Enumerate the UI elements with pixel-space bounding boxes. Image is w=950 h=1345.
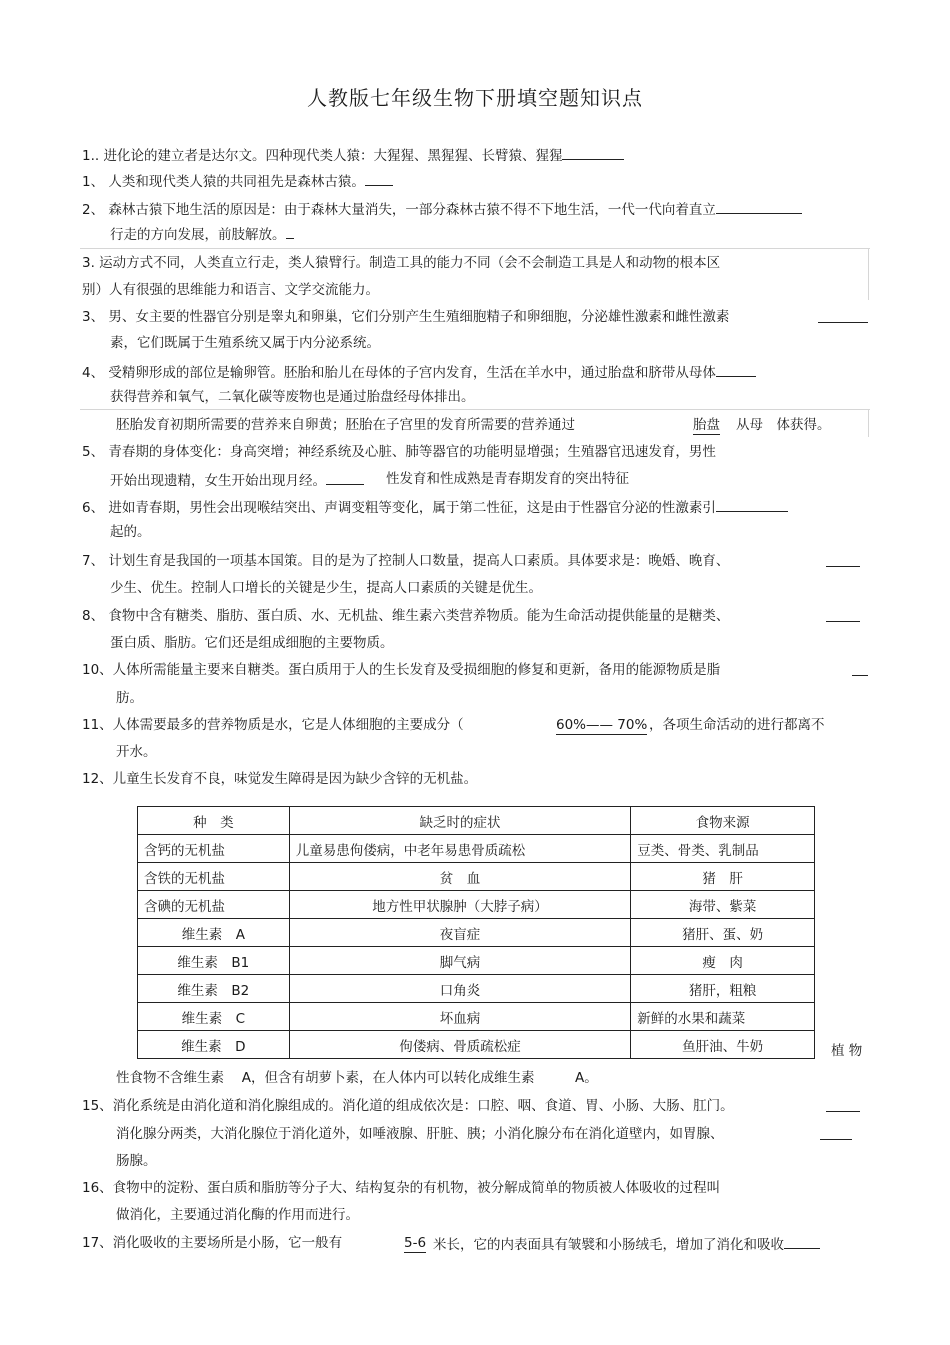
frame-line [80, 248, 870, 249]
line-text: 11、人体需要最多的营养物质是水，它是人体细胞的主要成分（ [82, 717, 464, 733]
text-line [116, 1069, 598, 1087]
line-text: 别）人有很强的思维能力和语言、文学交流能力。 [82, 282, 379, 298]
text-line [110, 470, 364, 490]
line-text: ，各项生命活动的进行都离不 [649, 717, 825, 733]
line-text: 1.. 进化论的建立者是达尔文。四种现代类人猿：大猩猩、黑猩猩、长臂猿、猩猩 [82, 148, 563, 164]
answer-text: 5-6 [404, 1235, 427, 1251]
line-text: 蛋白质、脂肪。它们还是组成细胞的主要物质。 [110, 635, 394, 651]
text-line [110, 523, 151, 541]
line-text: 12、儿童生长发育不良，味觉发生障碍是因为缺少含锌的无机盐。 [82, 771, 478, 787]
line-text: 性发育和性成熟是青春期发育的突出特征 [386, 471, 629, 487]
text-line [82, 1179, 720, 1197]
table-row [138, 1031, 815, 1059]
table-cell: 儿童易患佝偻病，中老年易患骨质疏松 [289, 835, 631, 863]
line-text: 4、 受精卵形成的部位是输卵管。胚胎和胎儿在母体的子宫内发育，生活在羊水中，通过胎盘和脐带从母体 [82, 365, 716, 381]
table-cell: 猪肝，粗粮 [631, 975, 815, 1003]
text-line [82, 199, 802, 219]
line-text: 7、 计划生育是我国的一项基本国策。目的是为了控制人口数量，提高人口素质。具体要求是：晚婚、晚育、 [82, 553, 730, 569]
text-line [116, 743, 157, 761]
blank-underline [716, 497, 788, 512]
text-line [116, 689, 143, 707]
blank-underline [365, 171, 393, 186]
line-text: 肪。 [116, 690, 143, 706]
line-text: 少生、优生。控制人口增长的关键是少生，提高人口素质的关键是优生。 [110, 580, 542, 596]
answer-text: 60%—— 70% [556, 717, 648, 733]
text-line [693, 416, 720, 434]
table-cell: 佝偻病、骨质疏松症 [289, 1031, 631, 1059]
table-cell: 瘦 肉 [631, 947, 815, 975]
line-text: 8、 食物中含有糖类、脂肪、蛋白质、水、无机盐、维生素六类营养物质。能为生命活动提供能量的是糖类、 [82, 608, 730, 624]
text-line [110, 634, 394, 652]
table-cell: 含钙的无机盐 [138, 835, 290, 863]
line-text: 2、 森林古猿下地生活的原因是：由于森林大量消失，一部分森林古猿不得不下地生活，一代一代向着直立 [82, 202, 716, 218]
text-line [110, 224, 294, 244]
line-text: 胚胎发育初期所需要的营养来自卵黄；胚胎在子宫里的发育所需要的营养通过 [116, 417, 575, 433]
table-cell: 猪 肝 [631, 863, 815, 891]
text-line [82, 443, 716, 461]
text-line [82, 1097, 734, 1115]
text-line [82, 661, 720, 679]
text-line [82, 145, 624, 165]
line-text: 植 物 [831, 1043, 863, 1059]
blank-underline [826, 1097, 860, 1112]
line-text: 做消化，主要通过消化酶的作用而进行。 [116, 1207, 359, 1223]
blank-underline [326, 470, 364, 485]
line-text: 6、 进如青春期，男性会出现喉结突出、声调变粗等变化，属于第二性征，这是由于性器官分泌的性激素引 [82, 500, 716, 516]
table-cell: 地方性甲状腺肿（大脖子病） [289, 891, 631, 919]
table-cell: 含铁的无机盐 [138, 863, 290, 891]
table-cell: 维生素 C [138, 1003, 290, 1031]
table-cell: 维生素 D [138, 1031, 290, 1059]
table-row [138, 947, 815, 975]
line-text: 3. 运动方式不同，人类直立行走，类人猿臂行。制造工具的能力不同（会不会制造工具是人和动物的根本区 [82, 255, 721, 271]
frame-line [80, 409, 870, 410]
table-cell: 维生素 B1 [138, 947, 290, 975]
table-row [138, 919, 815, 947]
table-cell: 海带、紫菜 [631, 891, 815, 919]
text-line [736, 416, 831, 434]
text-line [82, 171, 393, 191]
text-line [82, 552, 729, 570]
text-line [82, 308, 729, 326]
table-cell: 猪肝、蛋、奶 [631, 919, 815, 947]
blank-underline [852, 661, 868, 676]
blank-underline-group [852, 661, 868, 681]
blank-underline [826, 552, 860, 567]
text-line [82, 497, 788, 517]
text-line [82, 607, 729, 625]
line-text: 10、人体所需能量主要来自糖类。蛋白质用于人的生长发育及受损细胞的修复和更新，备用的能源物质是脂 [82, 662, 721, 678]
line-text: 开水。 [116, 744, 157, 760]
column-header: 缺乏时的症状 [289, 807, 631, 835]
table-cell: 含碘的无机盐 [138, 891, 290, 919]
table-cell: 口角炎 [289, 975, 631, 1003]
column-header: 种 类 [138, 807, 290, 835]
frame-line [868, 409, 869, 437]
text-line [82, 362, 756, 382]
text-line [649, 716, 825, 734]
blank-underline-group [826, 1097, 860, 1117]
text-line [82, 281, 379, 299]
line-text: 5、 青春期的身体变化：身高突增；神经系统及心脏、肺等器官的功能明显增强；生殖器官迅速发育，男性 [82, 444, 716, 460]
blank-underline [818, 308, 868, 323]
line-text: 3、 男、女主要的性器官分别是睾丸和卵巢，它们分别产生生殖细胞精子和卵细胞，分泌雄性激素和雌性激素 [82, 309, 730, 325]
line-text: 1、 人类和现代类人猿的共同祖先是森林古猿。 [82, 174, 365, 190]
text-line [433, 1234, 820, 1254]
blank-underline [286, 224, 294, 239]
text-line [556, 716, 647, 734]
line-text: 起的。 [110, 524, 151, 540]
text-line [116, 1206, 359, 1224]
table-cell: 新鲜的水果和蔬菜 [631, 1003, 815, 1031]
table-row [138, 891, 815, 919]
table-row [138, 975, 815, 1003]
line-text: 16、食物中的淀粉、蛋白质和脂肪等分子大、结构复杂的有机物，被分解成简单的物质被人体吸收的过程叫 [82, 1180, 721, 1196]
nutrient-table [137, 806, 815, 1059]
text-line [82, 770, 477, 788]
blank-underline-group [820, 1125, 852, 1145]
table-cell: 贫 血 [289, 863, 631, 891]
table-cell: 维生素 A [138, 919, 290, 947]
frame-line [868, 248, 869, 300]
table-cell: 维生素 B2 [138, 975, 290, 1003]
table-row [138, 835, 815, 863]
line-text: 15、消化系统是由消化道和消化腺组成的。消化道的组成依次是：口腔、咽、食道、胃、小肠、大肠、肛门。 [82, 1098, 734, 1114]
answer-text: 胎盘 [693, 417, 720, 433]
line-text: 米长，它的内表面具有皱襞和小肠绒毛，增加了消化和吸收 [433, 1237, 784, 1253]
table-cell: 夜盲症 [289, 919, 631, 947]
table-header-row [138, 807, 815, 835]
text-line [82, 1234, 342, 1252]
table-cell: 鱼肝油、牛奶 [631, 1031, 815, 1059]
table-row [138, 863, 815, 891]
text-line [404, 1234, 426, 1252]
table-cell: 脚气病 [289, 947, 631, 975]
text-line [110, 334, 380, 352]
line-text: 消化腺分两类，大消化腺位于消化道外，如唾液腺、肝脏、胰；小消化腺分布在消化道壁内，如胃腺、 [116, 1126, 724, 1142]
blank-underline [716, 362, 756, 377]
blank-underline-group [826, 552, 860, 572]
line-text: 肠腺。 [116, 1153, 157, 1169]
blank-underline [820, 1125, 852, 1140]
blank-underline [716, 199, 802, 214]
line-text: 行走的方向发展，前肢解放。 [110, 227, 286, 243]
blank-underline [562, 145, 624, 160]
text-line [116, 416, 575, 434]
table-row [138, 1003, 815, 1031]
line-text: 从母 体获得。 [736, 417, 831, 433]
page-title: 人教版七年级生物下册填空题知识点 [307, 86, 643, 110]
blank-underline [826, 607, 860, 622]
text-line [110, 579, 542, 597]
blank-underline-group [818, 308, 868, 328]
line-text: 获得营养和氧气，二氧化碳等废物也是通过胎盘经母体排出。 [110, 389, 475, 405]
text-line [116, 1152, 157, 1170]
blank-underline-group [826, 607, 860, 627]
table-cell: 豆类、骨类、乳制品 [631, 835, 815, 863]
line-text: 开始出现遗精，女生开始出现月经。 [110, 473, 326, 489]
text-line [82, 254, 720, 272]
column-header: 食物来源 [631, 807, 815, 835]
line-text: 性食物不含维生素 A，但含有胡萝卜素，在人体内可以转化成维生素 A。 [116, 1070, 598, 1086]
text-line [386, 470, 629, 488]
line-text: 素，它们既属于生殖系统又属于内分泌系统。 [110, 335, 380, 351]
line-text: 17、消化吸收的主要场所是小肠，它一般有 [82, 1235, 343, 1251]
blank-underline [784, 1234, 820, 1249]
text-line [82, 716, 464, 734]
text-line [116, 1125, 724, 1143]
text-line [110, 388, 475, 406]
text-line [831, 1042, 862, 1060]
table-cell: 坏血病 [289, 1003, 631, 1031]
